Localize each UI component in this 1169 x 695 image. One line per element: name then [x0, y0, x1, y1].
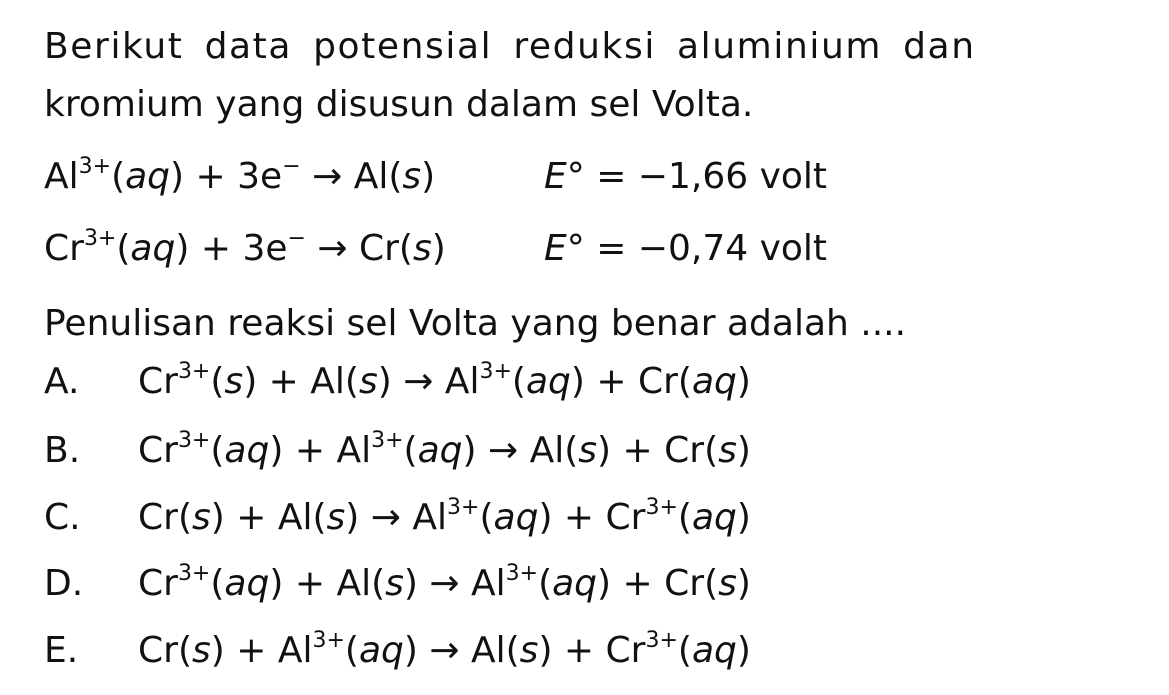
option-letter: B.: [44, 430, 81, 471]
option-text: $Cr(s) + Al^{3+}(aq) \to Al(s) + Cr^{3+}(aq)$: [138, 628, 751, 671]
option-b[interactable]: [44, 430, 751, 471]
option-letter: C.: [44, 497, 81, 538]
option-c[interactable]: [44, 497, 751, 538]
question-text: Penulisan reaksi sel Volta yang benar adalah ....: [44, 303, 907, 344]
intro-line-2: kromium yang disusun dalam sel Volta.: [44, 84, 754, 125]
equation-reaction: $Al^{3+}(aq) + 3e^- \to Al(s)$: [44, 154, 436, 197]
option-letter: E.: [44, 630, 79, 671]
option-letter: A.: [44, 361, 80, 402]
equation-aluminium: [44, 154, 828, 197]
option-e[interactable]: [44, 630, 751, 671]
option-a[interactable]: [44, 361, 751, 402]
equation-chromium: [44, 226, 828, 269]
intro-text: [44, 18, 1124, 134]
equation-potential: E° = −0,74 volt: [544, 228, 828, 269]
option-text: $Cr^{3+}(s) + Al(s) \to Al^{3+}(aq) + Cr(aq)$: [138, 359, 751, 402]
equation-reaction: $Cr^{3+}(aq) + 3e^- \to Cr(s)$: [44, 226, 446, 269]
option-text: $Cr(s) + Al(s) \to Al^{3+}(aq) + Cr^{3+}(aq)$: [138, 495, 751, 538]
option-d[interactable]: [44, 563, 751, 604]
equation-potential: E° = −1,66 volt: [544, 156, 828, 197]
intro-line-1: Berikut data potensial reduksi aluminium dan: [44, 26, 976, 67]
option-text: $Cr^{3+}(aq) + Al^{3+}(aq) \to Al(s) + Cr(s)$: [138, 428, 751, 471]
option-letter: D.: [44, 563, 84, 604]
option-text: $Cr^{3+}(aq) + Al(s) \to Al^{3+}(aq) + Cr(s)$: [138, 561, 751, 604]
